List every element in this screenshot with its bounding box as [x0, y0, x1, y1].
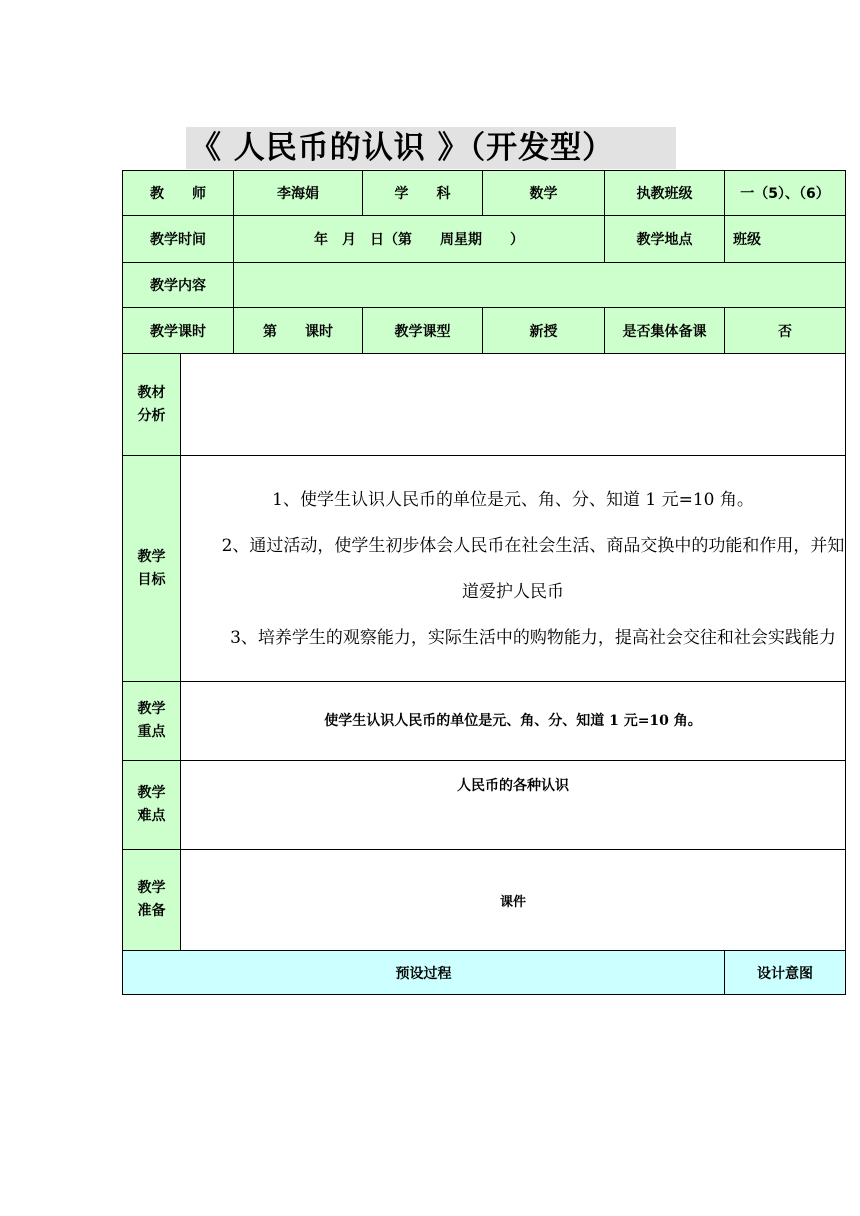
key-label-line-2: 重点	[137, 724, 166, 740]
class-value: 一（5）、（6）	[725, 171, 846, 216]
subject-label: 学 科	[363, 171, 483, 216]
goal-line-1: 1、使学生认识人民币的单位是元、角、分、知道 1 元=10 角。	[272, 489, 754, 510]
goal-label	[123, 456, 181, 682]
process-header: 预设过程	[123, 951, 725, 995]
key-label	[123, 682, 181, 761]
group-label: 是否集体备课	[605, 308, 725, 354]
lesson-plan-table	[122, 170, 846, 995]
goal-content	[181, 456, 846, 682]
goal-label-line-1: 教学	[137, 548, 166, 565]
period-value: 第 课时	[234, 308, 363, 354]
place-value: 班级	[725, 216, 846, 263]
time-label: 教学时间	[123, 216, 234, 263]
difficulty-label	[123, 761, 181, 850]
type-value: 新授	[483, 308, 605, 354]
key-value: 使学生认识人民币的单位是元、角、分、知道 1 元=10 角。	[181, 682, 846, 761]
page-title: 《 人民币的认识 》（开发型）	[186, 127, 676, 169]
group-value: 否	[725, 308, 846, 354]
teacher-value: 李海娟	[234, 171, 363, 216]
content-label: 教学内容	[123, 263, 234, 308]
teacher-label: 教 师	[123, 171, 234, 216]
key-label-line-1: 教学	[137, 701, 166, 717]
type-label: 教学课型	[363, 308, 483, 354]
prep-label-line-2: 准备	[137, 903, 166, 919]
difficulty-label-line-2: 难点	[137, 808, 166, 824]
difficulty-value: 人民币的各种认识	[181, 761, 846, 850]
goal-label-line-2: 目标	[137, 571, 166, 588]
place-label: 教学地点	[605, 216, 725, 263]
material-value	[181, 354, 846, 456]
material-label	[123, 354, 181, 456]
period-label: 教学课时	[123, 308, 234, 354]
difficulty-label-line-1: 教学	[137, 785, 166, 801]
material-label-line-1: 教材	[137, 384, 166, 401]
goal-line-2: 2、通过活动，使学生初步体会人民币在社会生活、商品交换中的功能和作用，并知道爱护人民币	[221, 535, 845, 602]
intent-header: 设计意图	[725, 951, 846, 995]
subject-value: 数学	[483, 171, 605, 216]
class-label: 执教班级	[605, 171, 725, 216]
material-label-line-2: 分析	[137, 407, 166, 424]
prep-value: 课件	[181, 850, 846, 951]
content-value	[234, 263, 846, 308]
time-value: 年 月 日（第 周星期 ）	[234, 216, 605, 263]
prep-label	[123, 850, 181, 951]
prep-label-line-1: 教学	[137, 880, 166, 896]
goal-line-3: 3、培养学生的观察能力，实际生活中的购物能力，提高社会交往和社会实践能力	[230, 627, 836, 648]
